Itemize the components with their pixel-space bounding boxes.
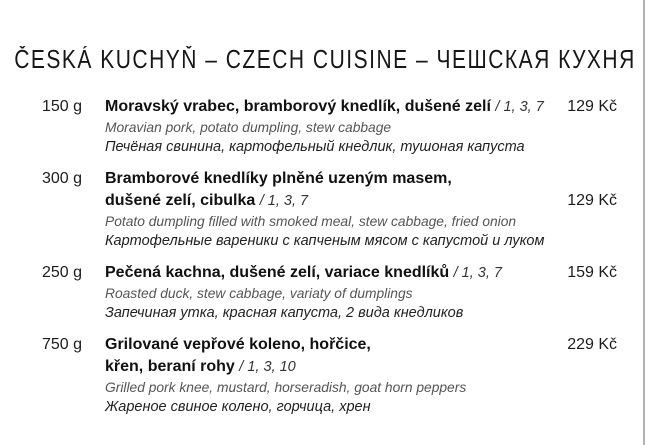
dish-name-text: křen, beraní rohy: [105, 358, 235, 375]
allergen-codes: / 1, 3, 7: [453, 265, 502, 281]
dish-name-row: [0, 190, 650, 212]
menu-item: [0, 96, 650, 157]
dish-name-text: dušené zelí, cibulka: [105, 192, 256, 209]
menu-item: [0, 262, 650, 323]
dish-name-row: [0, 334, 650, 356]
dish-name-english: Potato dumpling filled with smoked meal, stew cabbage, fried onion: [105, 214, 517, 229]
dish-name-russian: Печёная свинина, картофельный кнедлик, тушоная капуста: [105, 138, 525, 155]
dish-name-english: Grilled pork knee, mustard, horseradish, goat horn peppers: [105, 380, 467, 395]
price-label: 129 Kč: [567, 98, 617, 115]
weight-label: 750 g: [42, 336, 83, 353]
dish-name-czech: [105, 262, 567, 284]
dish-name-czech: [105, 168, 650, 190]
menu-item: [0, 168, 650, 251]
dish-name-text: Pečená kachna, dušené zelí, variace knedlíků: [105, 264, 450, 281]
dish-name-czech: [105, 334, 567, 356]
dish-name-text: Moravský vrabec, bramborový knedlík, dušené zelí: [105, 98, 491, 115]
dish-name-russian: Запечиная утка, красная капуста, 2 вида кнедликов: [105, 304, 464, 321]
allergen-codes: / 1, 3, 7: [495, 99, 544, 115]
dish-name-row: [0, 96, 650, 118]
allergen-codes: / 1, 3, 10: [239, 359, 296, 375]
menu-items: [0, 96, 650, 417]
menu-item: [0, 334, 650, 417]
dish-name-english: Moravian pork, potato dumpling, stew cabbage: [105, 120, 392, 135]
dish-name-czech: [105, 96, 567, 118]
weight-label: 150 g: [42, 98, 83, 115]
dish-name-russian: Картофельные вареники с капченым мясом с капустой и луком: [105, 232, 545, 249]
dish-name-czech: [105, 356, 650, 378]
dish-name-row: [0, 168, 650, 190]
dish-name-english: Roasted duck, stew cabbage, variaty of dumplings: [105, 286, 413, 301]
price-label: 129 Kč: [567, 192, 617, 209]
dish-name-text: Grilované vepřové koleno, hořčice,: [105, 336, 371, 353]
price-label: 229 Kč: [567, 336, 617, 353]
page-title: ČESKÁ KUCHYŇ – CZECH CUISINE – ЧЕШСКАЯ КУХНЯ: [14, 46, 636, 75]
weight-label: 300 g: [42, 170, 83, 187]
price-label: 159 Kč: [567, 264, 617, 281]
dish-name-czech: [105, 190, 567, 212]
dish-name-row: [0, 356, 650, 378]
weight-label: 250 g: [42, 264, 83, 281]
dish-name-text: Bramborové knedlíky plněné uzeným masem,: [105, 170, 452, 187]
allergen-codes: / 1, 3, 7: [259, 193, 309, 209]
dish-name-russian: Жареное свиное колено, горчица, хрен: [105, 398, 371, 415]
dish-name-row: [0, 262, 650, 284]
